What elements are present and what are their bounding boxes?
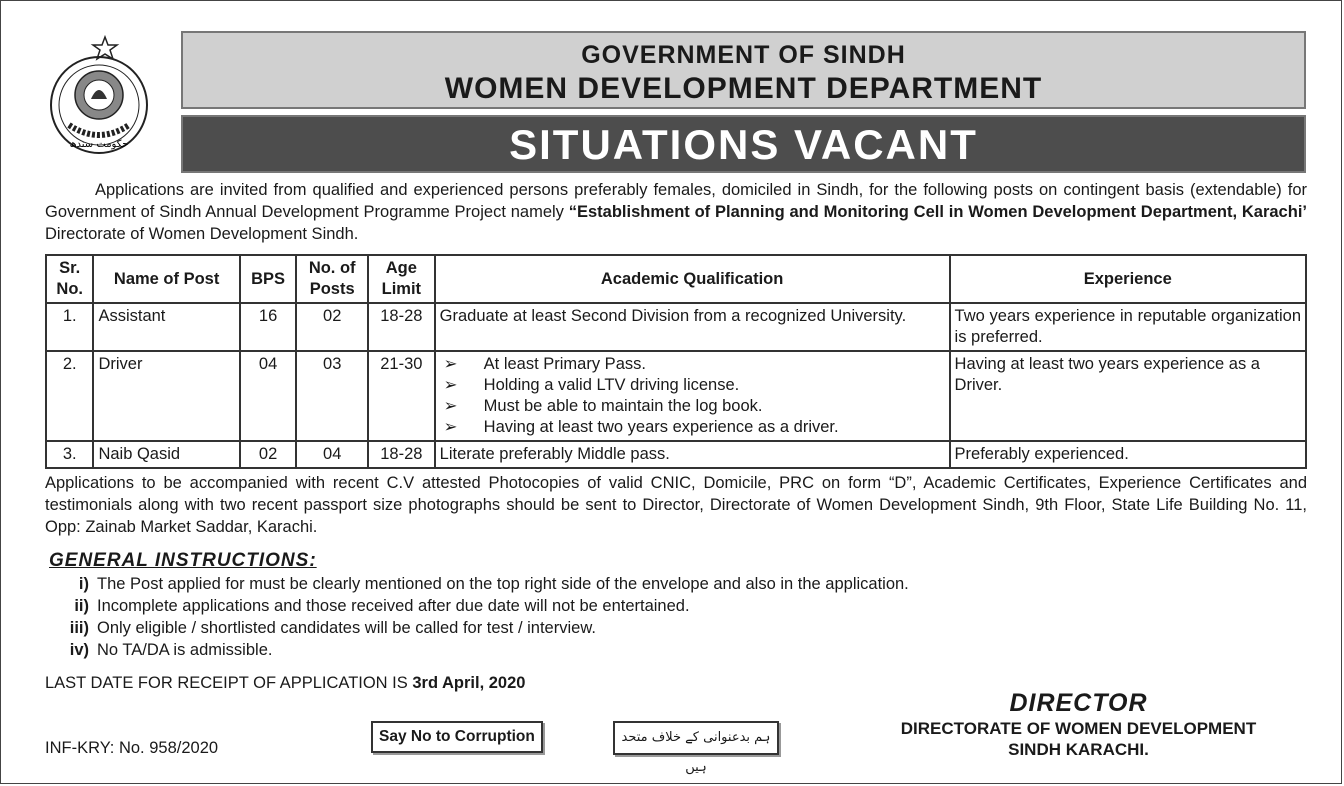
deadline-date: 3rd April, 2020 — [412, 674, 526, 692]
list-item: iii) Only eligible / shortlisted candidates will be called for test / interview. — [69, 619, 596, 637]
arrow-bullet-icon: ➢ — [443, 355, 458, 373]
driver-qualification-list — [440, 354, 945, 438]
department-title: WOMEN DEVELOPMENT DEPARTMENT — [444, 72, 1043, 105]
directorate-location: SINDH KARACHI. — [1008, 740, 1149, 759]
arrow-bullet-icon: ➢ — [443, 418, 458, 436]
arrow-bullet-icon: ➢ — [443, 397, 458, 415]
director-title: DIRECTOR — [1009, 689, 1148, 717]
col-age: Age Limit — [368, 255, 435, 303]
table-row: 2. Driver 04 03 21-30 ➢ At least Primary Pass. ➢ Holding a valid LTV driving license. ➢ Must be able to maintain the log book. ➢ Having at least two years experience as a driver. Having at least two years experience as a Driver. — [46, 351, 1306, 441]
arrow-bullet-icon: ➢ — [443, 376, 458, 394]
situations-vacant-banner: SITUATIONS VACANT — [181, 115, 1306, 173]
general-instructions-list — [49, 573, 909, 661]
list-item: ii) Incomplete applications and those received after due date will not be entertained. — [74, 597, 690, 615]
list-item: iv) No TA/DA is admissible. — [69, 641, 273, 659]
svg-text:حکومت سندھ: حکومت سندھ — [69, 139, 129, 150]
col-sr: Sr. No. — [46, 255, 93, 303]
list-item: ➢ Having at least two years experience as a driver. — [443, 418, 839, 436]
anti-corruption-badge: Say No to Corruption — [371, 721, 543, 753]
intro-paragraph: Applications are invited from qualified and experienced persons preferably females, domiciled in Sindh, for the following posts on contingent basis (extendable) for Government of Sindh Annual Development Programme Project namely “Establishment of Planning and Monitoring Cell in Women Development Department, Karachi’ Directorate of Women Development Sindh. — [45, 181, 1307, 243]
project-name: “Establishment of Planning and Monitoring Cell in Women Development Department, Karachi’ — [568, 203, 1307, 221]
general-instructions-title: GENERAL INSTRUCTIONS: — [49, 550, 317, 571]
sindh-government-seal-icon — [39, 33, 159, 163]
col-post: Name of Post — [93, 255, 239, 303]
col-qualification: Academic Qualification — [435, 255, 950, 303]
table-row: 1. Assistant 16 02 18-28 Graduate at least Second Division from a recognized University. Two years experience in reputable organization is preferred. — [46, 303, 1306, 351]
col-bps: BPS — [240, 255, 297, 303]
col-experience: Experience — [950, 255, 1306, 303]
table-row: 3. Naib Qasid 02 04 18-28 Literate preferably Middle pass. Preferably experienced. — [46, 441, 1306, 468]
list-item: ➢ At least Primary Pass. — [443, 355, 646, 373]
last-date: LAST DATE FOR RECEIPT OF APPLICATION IS 3rd April, 2020 — [45, 674, 526, 692]
government-title: GOVERNMENT OF SINDH — [581, 41, 906, 69]
directorate-name: DIRECTORATE OF WOMEN DEVELOPMENT — [900, 719, 1257, 738]
posts-table — [45, 254, 1307, 469]
table-header-row — [46, 255, 1306, 303]
list-item: ➢ Holding a valid LTV driving license. — [443, 376, 740, 394]
urdu-slogan-badge: ہم بدعنوانی کے خلاف متحد ہیں — [613, 721, 779, 755]
signature-block — [856, 689, 1301, 760]
reference-number: INF-KRY: No. 958/2020 — [45, 739, 219, 757]
list-item: ➢ Must be able to maintain the log book. — [443, 397, 763, 415]
list-item: i) The Post applied for must be clearly mentioned on the top right side of the envelope and also in the application. — [78, 575, 909, 593]
col-posts: No. of Posts — [296, 255, 368, 303]
header-box — [181, 31, 1306, 109]
application-requirements: Applications to be accompanied with recent C.V attested Photocopies of valid CNIC, Domicile, PRC on form “D”, Academic Certificates, Experience Certificates and testimonials along with two recent passport size photographs should be sent to Director, Directorate of Women Development Sindh, 9th Floor, State Life Building No. 11, Opp: Zainab Market Saddar, Karachi. — [45, 474, 1307, 536]
